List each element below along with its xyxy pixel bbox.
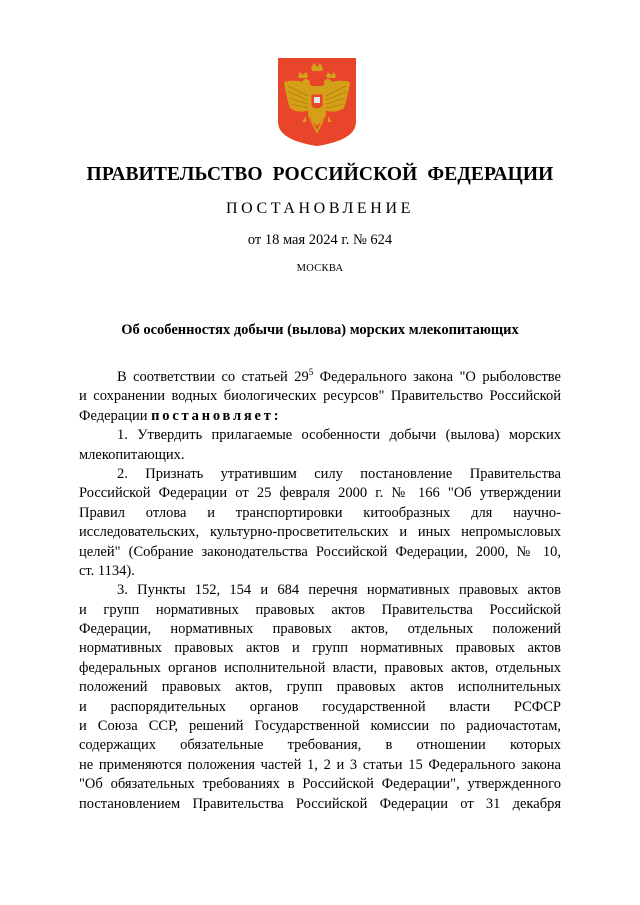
item3-line: федеральных органов исполнительной власти, правовых актов, отдельных: [79, 659, 561, 676]
item3-line: и Союза ССР, решений Государственной комиссии по радиочастотам,: [79, 718, 561, 735]
item3-line: постановлением Правительства Российской Федерации от 31 декабря: [79, 795, 561, 812]
item2-line: целей" (Собрание законодательства Российской Федерации, 2000, № 10,: [79, 543, 561, 560]
item2-line: исследовательских, культурно-просветительских и иных непромысловых: [79, 524, 561, 541]
item3-line: "Об обязательных требованиях в Российской Федерации", утвержденного: [79, 776, 561, 793]
document-type: ПОСТАНОВЛЕНИЕ: [226, 200, 414, 217]
document-heading: Об особенностях добычи (вылова) морских млекопитающих: [121, 322, 519, 338]
russian-coat-of-arms-icon: [276, 56, 358, 148]
document-body: [79, 368, 561, 814]
item3-line: положений правовых актов, групп правовых актов исполнительных: [79, 679, 561, 696]
item3-line: 3. Пункты 152, 154 и 684 перечня нормативных правовых актов: [117, 582, 561, 599]
preamble-line: [79, 368, 561, 387]
preamble-line: и сохранении водных биологических ресурсов" Правительство Российской: [79, 388, 561, 405]
document-date: от 18 мая 2024 г. № 624: [247, 232, 393, 248]
government-title: ПРАВИТЕЛЬСТВО РОССИЙСКОЙ ФЕДЕРАЦИИ: [86, 164, 554, 185]
item2-line: ст. 1134).: [79, 562, 135, 579]
article-superscript: 5: [308, 368, 314, 378]
preamble-text: Федерального закона "О рыболовстве: [313, 369, 561, 385]
item2-line: 2. Признать утратившим силу постановление Правительства: [117, 465, 561, 482]
preamble-line: [79, 407, 561, 426]
item3-line: и групп нормативных правовых актов Правительства Российской: [79, 601, 561, 618]
item3-line: содержащих обязательные требования, в отношении которых: [79, 737, 561, 754]
decree-verb: постановляет:: [151, 407, 282, 424]
item2-line: Российской Федерации от 25 февраля 2000 г. № 166 "Об утверждении: [79, 485, 561, 502]
item3-line: Федерации, нормативных правовых актов, отдельных положений: [79, 621, 561, 638]
item1-line: 1. Утвердить прилагаемые особенности добычи (вылова) морских: [117, 427, 561, 444]
preamble-text: Федерации: [79, 407, 152, 424]
item3-line: нормативных правовых актов и групп нормативных правовых актов: [79, 640, 561, 657]
item1-line: млекопитающих.: [79, 446, 185, 463]
document-city: МОСКВА: [296, 263, 344, 274]
item3-line: не применяются положения частей 1, 2 и 3 статьи 15 Федерального закона: [79, 756, 561, 773]
item2-line: Правил отлова и транспортировки китообразных для научно-: [79, 504, 561, 521]
item3-line: и распорядительных органов государственной власти РСФСР: [79, 698, 561, 715]
preamble-text: В соответствии со статьей 29: [117, 369, 309, 385]
